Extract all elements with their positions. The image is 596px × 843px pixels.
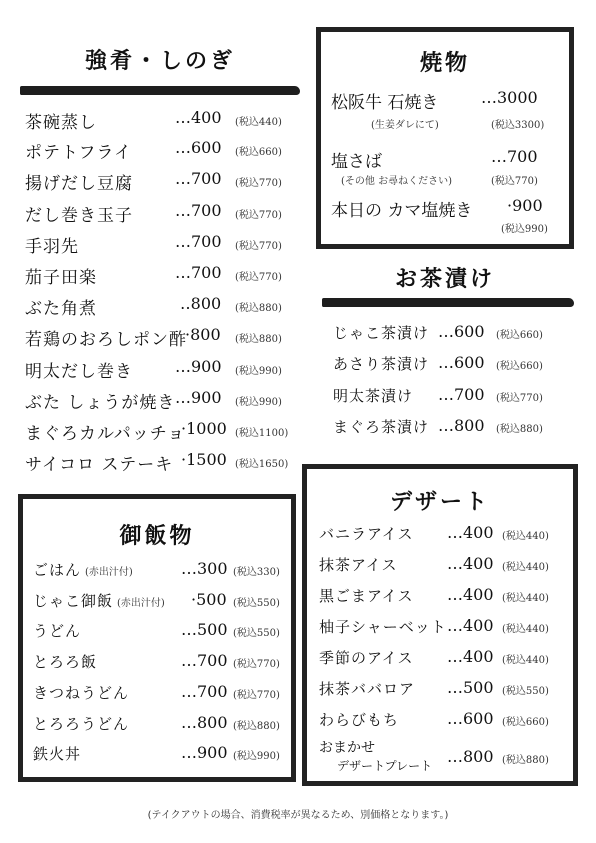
section-title-yakimono: 焼物 <box>419 50 470 76</box>
item-price: …400 <box>447 523 494 542</box>
item-tax: (税込770) <box>235 241 282 252</box>
item-name: 揚げだし豆腐 <box>25 174 133 194</box>
item-note: (その他 お尋ねください) <box>341 176 452 187</box>
menu-item <box>25 450 305 475</box>
menu-item <box>333 385 573 406</box>
item-name: まぐろ茶漬け <box>333 418 430 436</box>
item-name: 塩さば <box>331 152 382 172</box>
item-name: サイコロ ステーキ <box>25 455 174 475</box>
item-name: だし巻き玉子 <box>25 206 133 226</box>
item-price: ‥800 <box>180 294 222 313</box>
item-name: じゃこ茶漬け <box>333 324 430 342</box>
item-price: …400 <box>447 585 494 604</box>
menu-item <box>319 709 574 730</box>
item-tax: (税込660) <box>502 717 549 728</box>
menu-item <box>33 713 293 734</box>
item-tax: (税込440) <box>235 117 282 128</box>
item-price: …700 <box>181 651 228 670</box>
item-name: ポテトフライ <box>25 143 132 163</box>
item-name: じゃこ御飯 <box>33 592 114 610</box>
section-title-dessert: デザート <box>389 489 490 515</box>
menu-item <box>333 322 573 343</box>
item-price: …600 <box>438 353 485 372</box>
menu-item <box>25 357 305 382</box>
brush-stroke <box>20 86 300 95</box>
item-price: …800 <box>438 416 485 435</box>
item-tax: (税込770) <box>496 393 543 404</box>
item-price: …700 <box>175 169 222 188</box>
section-title-ochazuke: お茶漬け <box>394 266 495 292</box>
menu-item <box>319 647 574 668</box>
item-tax: (税込3300) <box>491 120 545 131</box>
item-price: …400 <box>447 647 494 666</box>
section-dessert <box>302 464 578 786</box>
item-tax: (税込770) <box>233 690 280 701</box>
item-price: …400 <box>447 554 494 573</box>
item-price: …800 <box>181 713 228 732</box>
menu-item <box>319 554 574 575</box>
item-tax: (税込990) <box>233 751 280 762</box>
item-price: …400 <box>447 616 494 635</box>
item-tax: (税込880) <box>502 755 549 766</box>
item-price: …300 <box>181 559 228 578</box>
menu-item <box>25 263 305 288</box>
section-gohan <box>18 494 296 782</box>
menu-item <box>319 585 574 606</box>
item-tax: (税込880) <box>496 424 543 435</box>
item-name: とろろ飯 <box>33 653 98 671</box>
menu-item <box>33 651 293 672</box>
item-name: あさり茶漬け <box>333 355 430 373</box>
item-name: 黒ごまアイス <box>319 587 414 605</box>
item-price: …900 <box>175 357 222 376</box>
item-tax: (税込1650) <box>235 459 289 470</box>
item-tax: (税込660) <box>496 330 543 341</box>
section-title-gohan: 御飯物 <box>119 523 195 549</box>
item-tax: (税込880) <box>235 303 282 314</box>
item-tax: (税込990) <box>501 224 548 235</box>
item-tax: (税込440) <box>502 624 549 635</box>
menu-item <box>25 169 305 194</box>
menu-item <box>33 620 293 641</box>
item-price: …500 <box>447 678 494 697</box>
menu-item <box>25 232 305 257</box>
item-price: …700 <box>181 682 228 701</box>
item-price: ·1500 <box>181 450 227 469</box>
item-tax: (税込770) <box>233 659 280 670</box>
item-name: わらびもち <box>319 711 400 729</box>
menu-item <box>319 616 574 637</box>
menu-item <box>33 682 293 703</box>
item-name: ごはん <box>33 561 82 579</box>
item-name: 抹茶ババロア <box>319 680 416 698</box>
menu-item <box>25 325 305 350</box>
menu-item <box>25 388 305 413</box>
item-name: 季節のアイス <box>319 649 414 667</box>
menu-item <box>33 559 293 580</box>
item-tax: (税込660) <box>496 361 543 372</box>
item-price: ·900 <box>507 196 543 215</box>
item-name: 柚子シャーベット <box>319 618 447 636</box>
item-name: きつねうどん <box>33 684 130 702</box>
item-name: ぶた角煮 <box>25 299 97 319</box>
item-name-line2: デザートプレート <box>337 759 433 773</box>
menu-item <box>333 416 573 437</box>
menu-item <box>33 590 293 611</box>
menu-item <box>25 138 305 163</box>
menu-item <box>25 419 305 444</box>
item-name: 茄子田楽 <box>25 268 97 288</box>
item-tax: (税込880) <box>233 721 280 732</box>
item-price: ·1000 <box>181 419 227 438</box>
item-name: ぶた しょうが焼き <box>25 393 176 413</box>
item-tax: (税込550) <box>233 628 280 639</box>
item-tax: (税込330) <box>233 567 280 578</box>
menu-item <box>319 523 574 544</box>
item-name: 松阪牛 石焼き <box>331 93 439 113</box>
item-note: (生姜ダレにて) <box>371 120 439 131</box>
item-price: …700 <box>175 232 222 251</box>
item-price: …700 <box>491 147 538 166</box>
item-name: 若鶏のおろしポン酢 <box>25 330 187 350</box>
section-title-kyosai: 強肴・しのぎ <box>84 48 235 74</box>
item-price: …700 <box>175 201 222 220</box>
item-name: 明太茶漬け <box>333 387 414 405</box>
item-tax: (税込440) <box>502 531 549 542</box>
item-name: うどん <box>33 622 82 640</box>
menu-item <box>319 678 574 699</box>
menu-item <box>333 353 573 374</box>
item-price: …600 <box>438 322 485 341</box>
item-price: …500 <box>181 620 228 639</box>
item-name: 鉄火丼 <box>33 745 82 763</box>
item-name: とろろうどん <box>33 715 130 733</box>
item-price: …3000 <box>481 88 538 107</box>
menu-item <box>33 743 293 764</box>
item-tax: (税込770) <box>235 178 282 189</box>
item-price: …900 <box>181 743 228 762</box>
item-tax: (税込770) <box>491 176 538 187</box>
item-note: (赤出汁付) <box>85 567 133 578</box>
footer-note: (テイクアウトの場合、消費税率が異なるため、別価格となります。) <box>147 810 449 821</box>
item-tax: (税込990) <box>235 397 282 408</box>
item-tax: (税込440) <box>502 562 549 573</box>
item-price: …600 <box>175 138 222 157</box>
menu-item <box>25 201 305 226</box>
item-name: 抹茶アイス <box>319 556 398 574</box>
item-tax: (税込550) <box>502 686 549 697</box>
item-tax: (税込990) <box>235 366 282 377</box>
item-name: バニラアイス <box>319 525 414 543</box>
item-price: ·800 <box>185 325 221 344</box>
item-price: …900 <box>175 388 222 407</box>
item-price: …600 <box>447 709 494 728</box>
item-tax: (税込440) <box>502 593 549 604</box>
item-name: まぐろカルパッチョ <box>25 424 186 444</box>
item-price: ·500 <box>191 590 227 609</box>
item-tax: (税込770) <box>235 210 282 221</box>
item-name: おまかせ <box>319 740 375 756</box>
menu-item <box>25 108 305 133</box>
brush-stroke <box>322 298 574 307</box>
item-price: …700 <box>175 263 222 282</box>
item-tax: (税込440) <box>502 655 549 666</box>
item-price: …700 <box>438 385 485 404</box>
section-yakimono <box>316 27 574 249</box>
item-tax: (税込1100) <box>235 428 289 439</box>
menu-item <box>25 294 305 319</box>
item-name: 本日の カマ塩焼き <box>331 201 473 221</box>
item-note: (赤出汁付) <box>117 598 165 609</box>
item-name: 明太だし巻き <box>25 362 133 382</box>
menu-item <box>319 737 574 777</box>
item-tax: (税込660) <box>235 147 282 158</box>
item-price: …800 <box>447 747 494 766</box>
item-tax: (税込880) <box>235 334 282 345</box>
item-name: 茶碗蒸し <box>25 113 97 133</box>
item-tax: (税込770) <box>235 272 282 283</box>
item-tax: (税込550) <box>233 598 280 609</box>
item-price: …400 <box>175 108 222 127</box>
item-name: 手羽先 <box>25 237 79 257</box>
